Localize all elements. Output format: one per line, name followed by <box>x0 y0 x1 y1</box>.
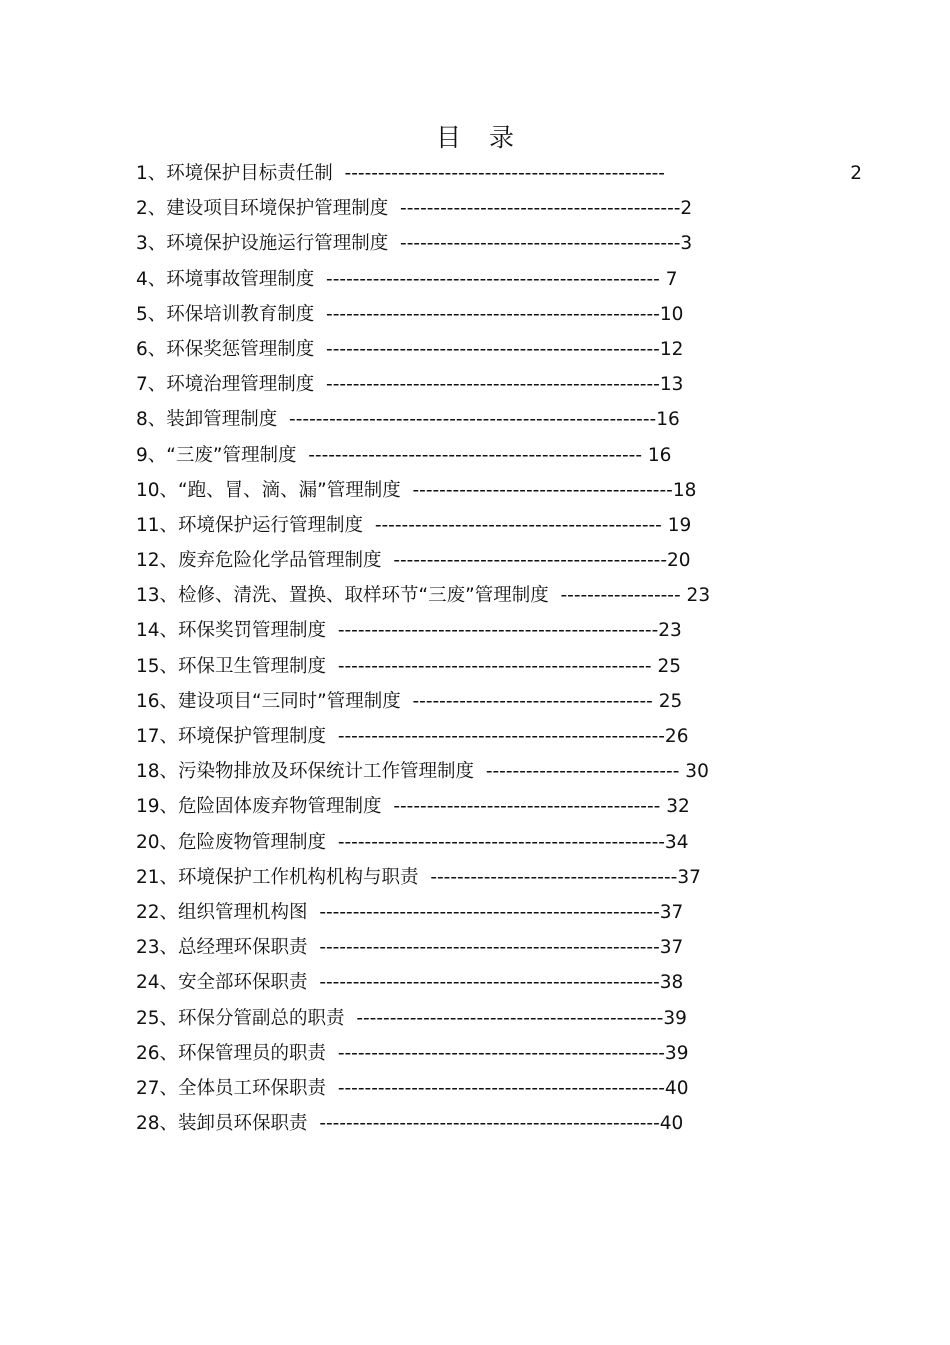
toc-entry-leader: ------------------------------------------------- <box>337 831 665 853</box>
toc-entry-page-number: 20 <box>667 550 691 572</box>
toc-entry[interactable] <box>136 825 876 860</box>
toc-entry[interactable] <box>136 719 876 754</box>
toc-entry-leader: --------------------------------------------------- <box>319 937 660 959</box>
toc-entry-label: 1、环境保护目标责任制 <box>136 163 333 184</box>
toc-entry[interactable] <box>136 297 876 332</box>
toc-entry-page-number: 32 <box>666 796 690 818</box>
toc-entry-label: 4、环境事故管理制度 <box>136 268 315 290</box>
toc-entry-leader: ------------------------------------------------- <box>337 1077 665 1099</box>
toc-entry-page-number: 18 <box>672 479 697 501</box>
toc-entry[interactable] <box>136 508 876 543</box>
toc-entry-leader: --------------------------------------------------- <box>319 901 660 923</box>
toc-entry[interactable] <box>136 860 876 895</box>
toc-entry-leader: ------------------------------------------------ <box>337 620 659 642</box>
toc-entry-label: 24、安全部环保职责 <box>136 972 308 994</box>
toc-entry-leader: ------------------------------------------ <box>400 198 681 220</box>
toc-entry-page-number: 7 <box>665 268 678 290</box>
toc-entry-label: 19、危险固体废弃物管理制度 <box>136 796 382 818</box>
toc-entry-label: 22、组织管理机构图 <box>136 901 308 923</box>
toc-entry-label: 14、环保奖罚管理制度 <box>136 620 327 642</box>
toc-entry-label: 6、环保奖惩管理制度 <box>136 338 315 360</box>
toc-entry-label: 10、“跑、冒、滴、漏”管理制度 <box>136 479 401 501</box>
toc-entry-label: 11、环境保护运行管理制度 <box>136 514 364 536</box>
toc-entry-page-number: 37 <box>659 901 684 923</box>
toc-entry[interactable] <box>136 473 876 508</box>
toc-entry-page-number: 23 <box>686 585 711 607</box>
toc-entry-leader: -------------------------------------------------- <box>326 338 660 360</box>
toc-entry[interactable] <box>136 649 876 684</box>
toc-entry-leader: ------------------------------------------------- <box>337 1042 665 1064</box>
toc-entry-leader: ------------------------------------- <box>430 866 678 888</box>
toc-entry-label: 15、环保卫生管理制度 <box>136 655 327 677</box>
toc-entry-leader: -------------------------------------------------- <box>326 268 660 290</box>
toc-entry-leader: ------------------------------------------------- <box>337 726 665 747</box>
toc-entry-leader: ----------------------------- <box>485 761 680 783</box>
toc-entry-label: 12、废弃危险化学品管理制度 <box>136 550 382 572</box>
toc-entry-page-number: 10 <box>659 303 684 325</box>
toc-entry-leader: ------------------------------------------ <box>400 233 681 255</box>
toc-entry-page-number: 13 <box>659 374 684 396</box>
toc-entry[interactable] <box>136 402 876 437</box>
toc-entry-label: 9、“三废”管理制度 <box>136 444 297 466</box>
toc-entry-leader: ------------------ <box>560 585 681 607</box>
toc-entry-label: 21、环境保护工作机构机构与职责 <box>136 866 419 888</box>
toc-entry-label: 17、环境保护管理制度 <box>136 726 327 747</box>
toc-entry-leader: ----------------------------------------- <box>393 550 668 572</box>
toc-entry-label: 7、环境治理管理制度 <box>136 374 315 396</box>
toc-entry-label: 2、建设项目环境保护管理制度 <box>136 198 389 220</box>
page-title: 目录 <box>435 123 542 152</box>
toc-entry-leader: -------------------------------------------------- <box>308 444 642 466</box>
toc-entry-label: 8、装卸管理制度 <box>136 409 278 431</box>
toc-entry-leader: --------------------------------------------------- <box>319 1113 660 1135</box>
toc-entry-label: 28、装卸员环保职责 <box>136 1113 308 1135</box>
toc-entry-page-number: 40 <box>659 1113 684 1135</box>
toc-entry-label: 27、全体员工环保职责 <box>136 1077 327 1099</box>
toc-entry-page-number: 2 <box>680 198 693 220</box>
toc-entry[interactable] <box>136 438 876 473</box>
toc-entry[interactable] <box>136 578 876 613</box>
toc-entry[interactable] <box>136 754 876 789</box>
toc-entry-leader: --------------------------------------- <box>412 479 673 501</box>
toc-entry-page-number: 30 <box>685 761 709 783</box>
toc-entry-label: 18、污染物排放及环保统计工作管理制度 <box>136 761 475 783</box>
toc-entry-page-number: 2 <box>850 163 862 184</box>
toc-entry[interactable] <box>136 332 876 367</box>
toc-entry-label: 25、环保分管副总的职责 <box>136 1007 345 1029</box>
toc-entry-page-number: 37 <box>677 866 701 888</box>
toc-entry-label: 20、危险废物管理制度 <box>136 831 327 853</box>
table-of-contents <box>136 156 876 1141</box>
toc-entry-leader: -------------------------------------------------- <box>326 374 660 396</box>
toc-entry-page-number: 3 <box>680 233 693 255</box>
toc-entry[interactable] <box>136 613 876 648</box>
toc-entry-page-number: 34 <box>664 831 689 853</box>
toc-entry-leader: ------------------------------------------- <box>374 514 662 536</box>
toc-entry-label: 23、总经理环保职责 <box>136 937 308 959</box>
toc-entry-leader: ----------------------------------------------- <box>337 655 652 677</box>
toc-entry-label: 3、环境保护设施运行管理制度 <box>136 233 389 255</box>
toc-entry-leader: ---------------------------------------- <box>393 796 661 818</box>
toc-entry[interactable] <box>136 262 876 297</box>
toc-entry[interactable] <box>136 191 876 226</box>
toc-entry[interactable] <box>136 1071 876 1106</box>
toc-entry-label: 16、建设项目“三同时”管理制度 <box>136 690 401 712</box>
toc-entry[interactable] <box>136 684 876 719</box>
toc-entry[interactable] <box>136 226 876 261</box>
toc-entry-page-number: 39 <box>664 1042 689 1064</box>
toc-entry[interactable] <box>136 965 876 1000</box>
toc-entry[interactable] <box>136 1036 876 1071</box>
toc-entry-page-number: 39 <box>663 1007 687 1029</box>
toc-entry[interactable] <box>136 789 876 824</box>
toc-entry[interactable] <box>136 930 876 965</box>
toc-entry-page-number: 19 <box>667 514 692 536</box>
toc-entry[interactable] <box>136 543 876 578</box>
toc-entry-leader: ---------------------------------------------- <box>356 1007 664 1029</box>
toc-entry-leader: ------------------------------------ <box>412 690 653 712</box>
toc-entry-leader: ------------------------------------------------------- <box>289 409 657 431</box>
toc-entry-page-number: 26 <box>664 726 689 747</box>
toc-entry[interactable] <box>136 367 876 402</box>
toc-entry-page-number: 25 <box>658 690 683 712</box>
toc-entry-leader: ------------------------------------------------ <box>344 163 665 184</box>
toc-entry-page-number: 37 <box>659 937 684 959</box>
toc-entry-label: 13、检修、清洗、置换、取样环节“三废”管理制度 <box>136 585 549 607</box>
toc-entry-page-number: 12 <box>659 338 684 360</box>
toc-entry-label: 5、环保培训教育制度 <box>136 303 315 325</box>
toc-entry-page-number: 16 <box>647 444 672 466</box>
toc-entry-page-number: 40 <box>664 1077 689 1099</box>
toc-entry-page-number: 25 <box>657 655 682 677</box>
toc-entry-page-number: 16 <box>656 409 680 431</box>
toc-entry-leader: -------------------------------------------------- <box>326 303 660 325</box>
toc-entry[interactable] <box>136 895 876 930</box>
toc-entry-page-number: 23 <box>658 620 682 642</box>
toc-entry[interactable] <box>136 1106 876 1141</box>
toc-entry[interactable] <box>136 1001 876 1036</box>
toc-entry-leader: --------------------------------------------------- <box>319 972 660 994</box>
toc-entry-page-number: 38 <box>659 972 684 994</box>
toc-entry-label: 26、环保管理员的职责 <box>136 1042 327 1064</box>
toc-entry[interactable] <box>136 156 876 191</box>
